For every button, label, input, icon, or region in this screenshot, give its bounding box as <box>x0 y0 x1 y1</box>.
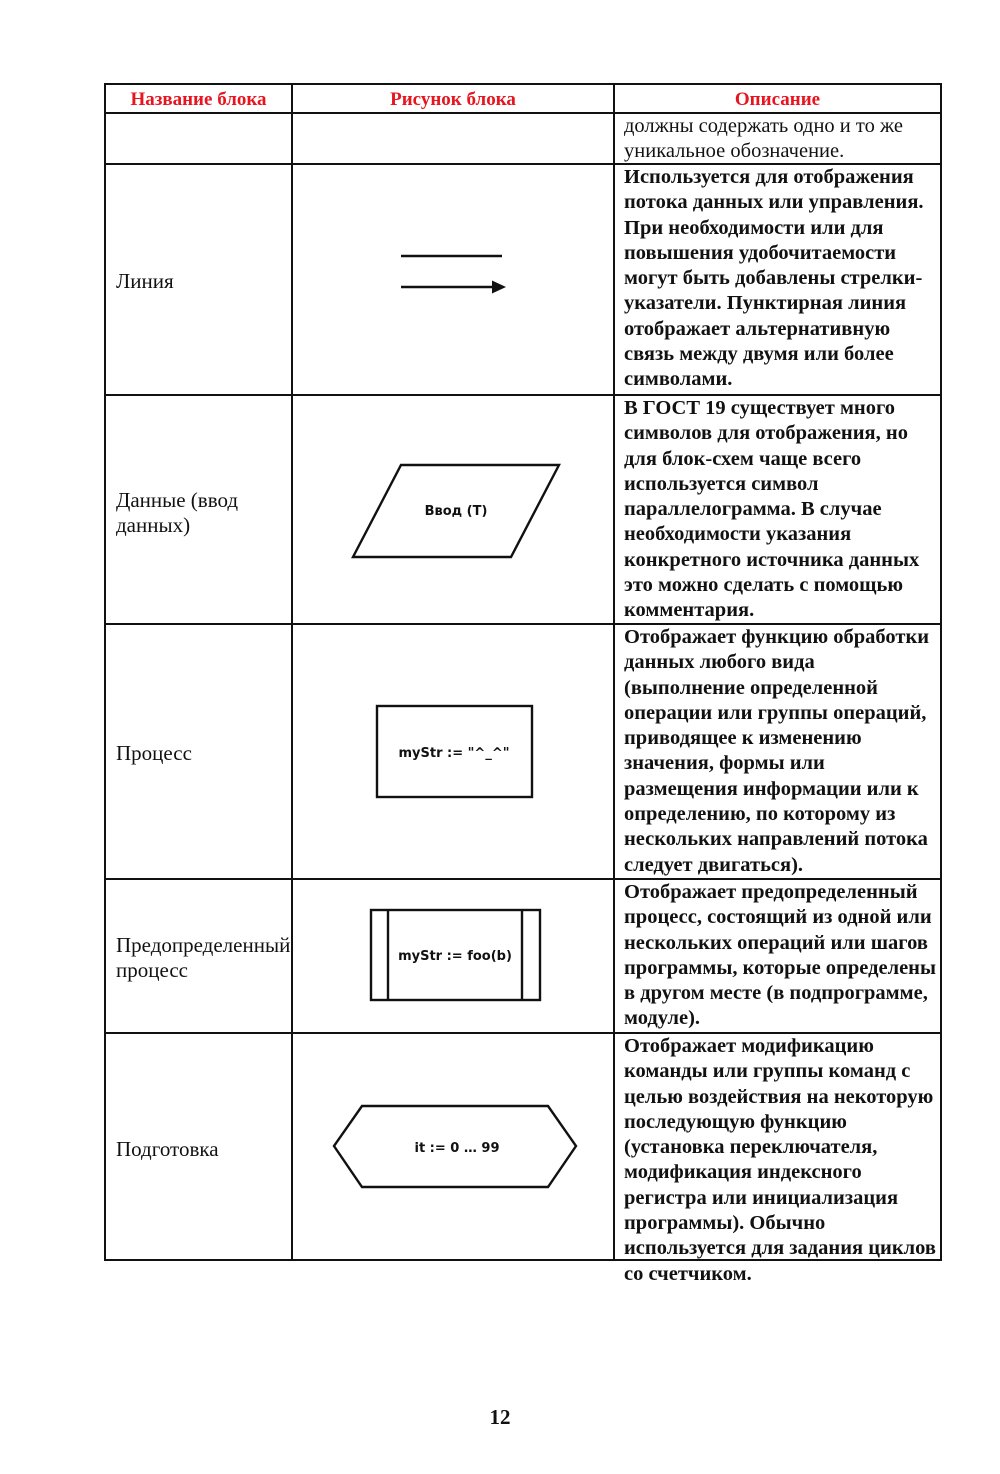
data-symbol-text: Ввод (T) <box>424 504 488 519</box>
block-name-process: Процесс <box>116 741 192 765</box>
predefined-symbol-text: myStr := foo(b) <box>398 949 512 964</box>
description-continuation: должны содержать одно и то же уникальное обозначение. <box>624 115 903 163</box>
process-figure <box>374 703 536 803</box>
block-name-data: Данные (ввод данных) <box>116 488 239 537</box>
block-name-predefined-process: Предопределенный процесс <box>116 933 291 982</box>
header-block-name: Название блока <box>130 89 267 110</box>
preparation-symbol-text: it := 0 … 99 <box>414 1141 500 1156</box>
column-divider <box>613 85 615 1259</box>
description-predefined-process: Отображает предопределенный процесс, состоящий из одной или нескольких операций или шагов программы, которые определены в другом месте (в подпрограмме, модуле). <box>624 881 936 1030</box>
line-figure <box>396 245 516 295</box>
description-process: Отображает функцию обработки данных любого вида (выполнение определенной операции или группы операций, приводящее к изменению значения, формы или размещения информации или к определению, по которому из нескольких направлений потока следует двигаться). <box>624 626 930 876</box>
page-number: 12 <box>489 1405 511 1429</box>
arrowhead-icon <box>492 281 506 294</box>
blocks-table <box>104 83 942 1285</box>
header-block-figure: Рисунок блока <box>390 89 516 110</box>
block-name-preparation: Подготовка <box>116 1137 219 1161</box>
process-symbol-text: myStr := "^_^" <box>398 746 510 761</box>
description-data: В ГОСТ 19 существует много символов для отображения, но для блок-схем чаще всего используется символ параллелограмма. В случае необходимости указания конкретного источника данных это можно сделать с помощью комментария. <box>624 397 920 622</box>
description-preparation: Отображает модификацию команды или группы команд с целью воздействия на некоторую последующую функцию (установка переключателя, модификация индексного регистра или инициализация программы). Обычно используется для задания циклов со счетчиком. <box>624 1035 936 1285</box>
description-line: Используется для отображения потока данных или управления. При необходимости или для повышения удобочитаемости могут быть добавлены стрелки-указатели. Пунктирная линия отображает альтернативную связь между двумя или более символами. <box>624 166 924 391</box>
column-divider <box>291 85 293 1259</box>
data-figure <box>346 457 566 565</box>
block-name-line: Линия <box>116 269 174 293</box>
preparation-figure <box>330 1101 582 1193</box>
predefined-process-figure <box>368 907 544 1003</box>
header-description: Описание <box>734 89 821 110</box>
